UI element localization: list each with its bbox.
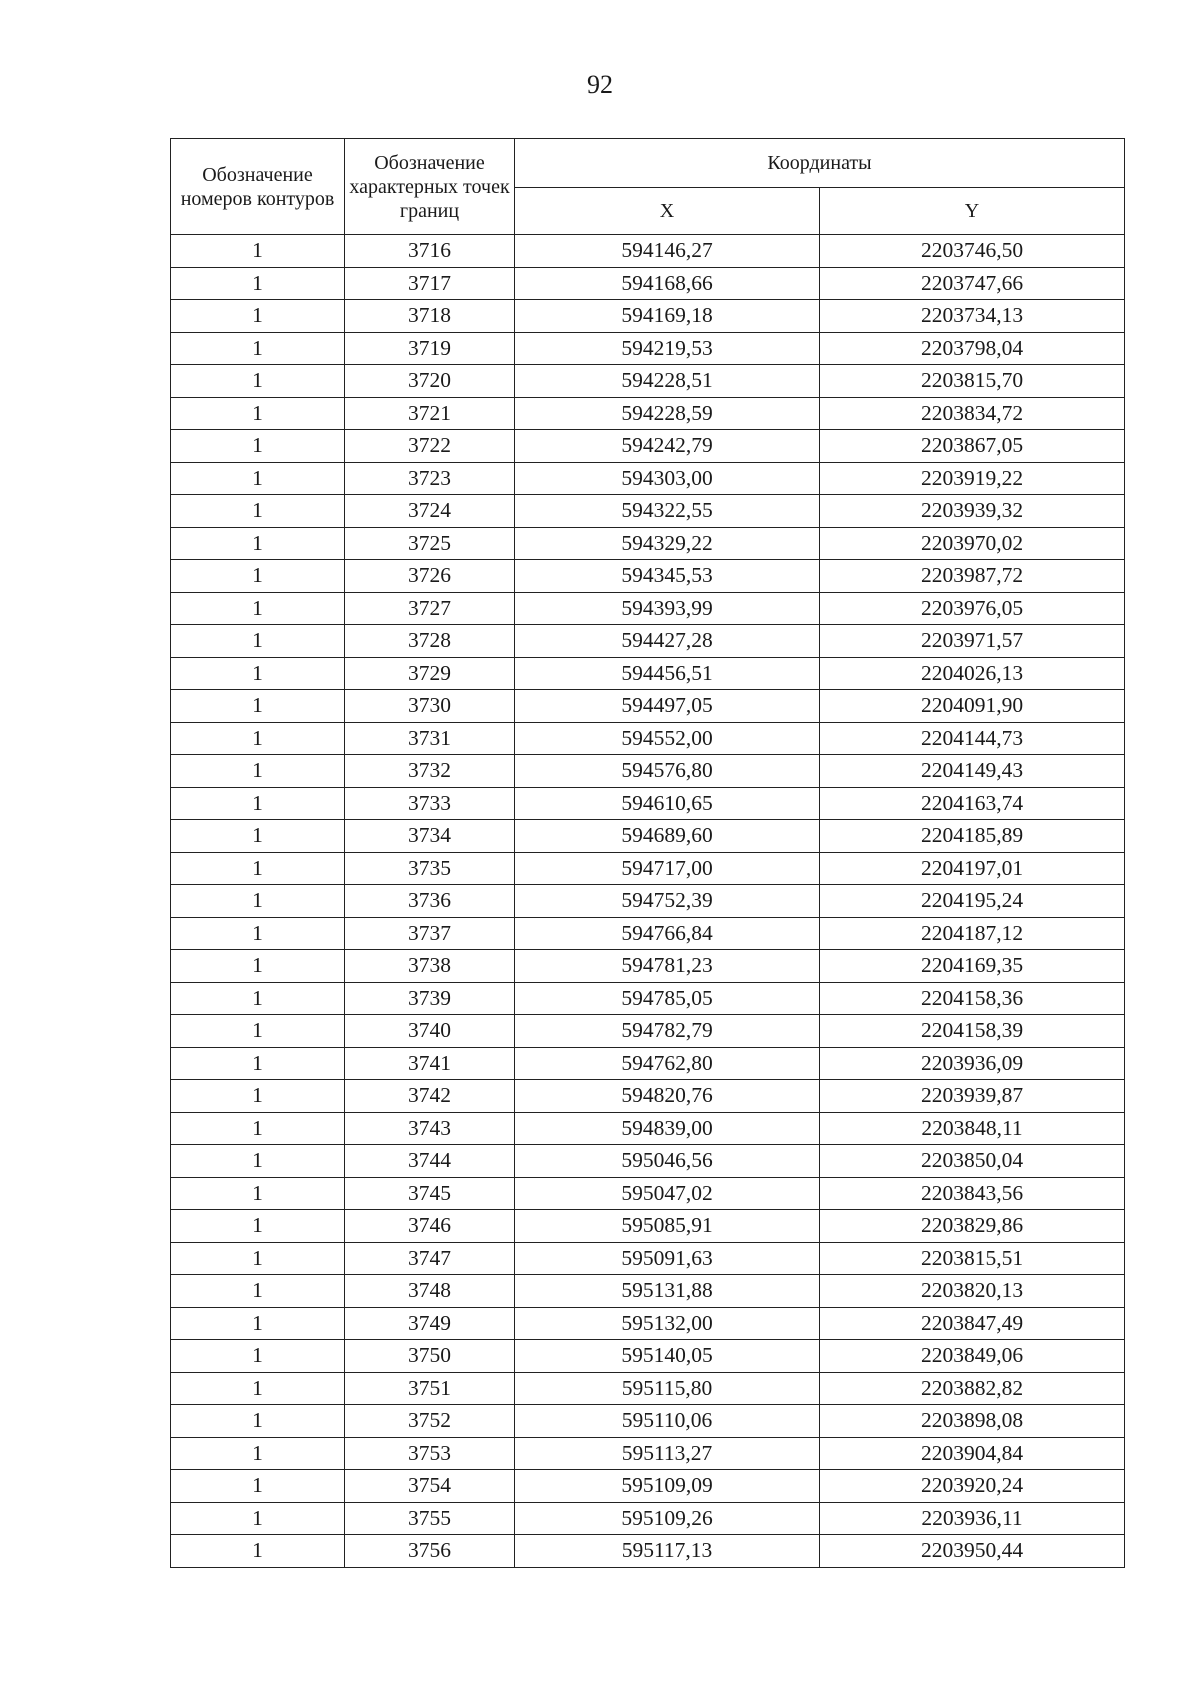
cell-y-coordinate: 2203976,05 bbox=[820, 592, 1125, 625]
cell-y-coordinate: 2203898,08 bbox=[820, 1405, 1125, 1438]
cell-contour-number: 1 bbox=[171, 1177, 345, 1210]
cell-y-coordinate: 2203920,24 bbox=[820, 1470, 1125, 1503]
cell-contour-number: 1 bbox=[171, 1470, 345, 1503]
cell-contour-number: 1 bbox=[171, 1437, 345, 1470]
cell-y-coordinate: 2204187,12 bbox=[820, 917, 1125, 950]
cell-y-coordinate: 2203919,22 bbox=[820, 462, 1125, 495]
header-x: X bbox=[515, 188, 820, 235]
cell-x-coordinate: 595115,80 bbox=[515, 1372, 820, 1405]
cell-x-coordinate: 594228,51 bbox=[515, 365, 820, 398]
cell-y-coordinate: 2203939,87 bbox=[820, 1080, 1125, 1113]
table-row bbox=[171, 1340, 1125, 1373]
cell-x-coordinate: 594228,59 bbox=[515, 397, 820, 430]
cell-point-number: 3747 bbox=[345, 1242, 515, 1275]
cell-x-coordinate: 594782,79 bbox=[515, 1015, 820, 1048]
cell-y-coordinate: 2203798,04 bbox=[820, 332, 1125, 365]
cell-contour-number: 1 bbox=[171, 885, 345, 918]
cell-y-coordinate: 2203834,72 bbox=[820, 397, 1125, 430]
cell-x-coordinate: 594242,79 bbox=[515, 430, 820, 463]
cell-point-number: 3721 bbox=[345, 397, 515, 430]
page-number: 92 bbox=[587, 70, 613, 99]
table-row bbox=[171, 950, 1125, 983]
table-row bbox=[171, 267, 1125, 300]
cell-y-coordinate: 2203847,49 bbox=[820, 1307, 1125, 1340]
table-row bbox=[171, 495, 1125, 528]
cell-x-coordinate: 594689,60 bbox=[515, 820, 820, 853]
table-row bbox=[171, 1242, 1125, 1275]
cell-contour-number: 1 bbox=[171, 690, 345, 723]
cell-x-coordinate: 595110,06 bbox=[515, 1405, 820, 1438]
cell-x-coordinate: 594752,39 bbox=[515, 885, 820, 918]
cell-point-number: 3743 bbox=[345, 1112, 515, 1145]
table-body bbox=[171, 235, 1125, 1568]
cell-contour-number: 1 bbox=[171, 722, 345, 755]
cell-y-coordinate: 2203936,09 bbox=[820, 1047, 1125, 1080]
cell-point-number: 3726 bbox=[345, 560, 515, 593]
cell-x-coordinate: 595131,88 bbox=[515, 1275, 820, 1308]
cell-point-number: 3744 bbox=[345, 1145, 515, 1178]
cell-y-coordinate: 2203970,02 bbox=[820, 527, 1125, 560]
cell-x-coordinate: 595113,27 bbox=[515, 1437, 820, 1470]
table-row bbox=[171, 690, 1125, 723]
table-row bbox=[171, 365, 1125, 398]
header-coordinates: Координаты bbox=[515, 139, 1125, 188]
cell-point-number: 3742 bbox=[345, 1080, 515, 1113]
cell-x-coordinate: 594169,18 bbox=[515, 300, 820, 333]
cell-contour-number: 1 bbox=[171, 1340, 345, 1373]
table-row bbox=[171, 885, 1125, 918]
cell-y-coordinate: 2203815,51 bbox=[820, 1242, 1125, 1275]
cell-contour-number: 1 bbox=[171, 1372, 345, 1405]
cell-contour-number: 1 bbox=[171, 755, 345, 788]
cell-point-number: 3741 bbox=[345, 1047, 515, 1080]
cell-point-number: 3735 bbox=[345, 852, 515, 885]
cell-x-coordinate: 594329,22 bbox=[515, 527, 820, 560]
table-row bbox=[171, 852, 1125, 885]
cell-x-coordinate: 594717,00 bbox=[515, 852, 820, 885]
cell-y-coordinate: 2203950,44 bbox=[820, 1535, 1125, 1568]
cell-point-number: 3738 bbox=[345, 950, 515, 983]
header-contour-numbers: Обозначение номеров контуров bbox=[171, 139, 345, 235]
cell-contour-number: 1 bbox=[171, 1047, 345, 1080]
cell-point-number: 3746 bbox=[345, 1210, 515, 1243]
cell-x-coordinate: 595117,13 bbox=[515, 1535, 820, 1568]
cell-point-number: 3749 bbox=[345, 1307, 515, 1340]
cell-point-number: 3752 bbox=[345, 1405, 515, 1438]
cell-contour-number: 1 bbox=[171, 527, 345, 560]
cell-point-number: 3754 bbox=[345, 1470, 515, 1503]
cell-y-coordinate: 2203867,05 bbox=[820, 430, 1125, 463]
cell-point-number: 3724 bbox=[345, 495, 515, 528]
cell-y-coordinate: 2204197,01 bbox=[820, 852, 1125, 885]
header-row-top bbox=[171, 139, 1125, 188]
table-row bbox=[171, 462, 1125, 495]
cell-contour-number: 1 bbox=[171, 1535, 345, 1568]
cell-y-coordinate: 2204169,35 bbox=[820, 950, 1125, 983]
header-boundary-points: Обозначение характерных точек границ bbox=[345, 139, 515, 235]
cell-y-coordinate: 2204185,89 bbox=[820, 820, 1125, 853]
table-row bbox=[171, 657, 1125, 690]
cell-y-coordinate: 2203849,06 bbox=[820, 1340, 1125, 1373]
cell-contour-number: 1 bbox=[171, 1210, 345, 1243]
cell-y-coordinate: 2203820,13 bbox=[820, 1275, 1125, 1308]
table-row bbox=[171, 1502, 1125, 1535]
table-row bbox=[171, 1535, 1125, 1568]
cell-x-coordinate: 595140,05 bbox=[515, 1340, 820, 1373]
cell-point-number: 3731 bbox=[345, 722, 515, 755]
cell-point-number: 3722 bbox=[345, 430, 515, 463]
table-row bbox=[171, 560, 1125, 593]
table-row bbox=[171, 527, 1125, 560]
cell-point-number: 3756 bbox=[345, 1535, 515, 1568]
table-row bbox=[171, 592, 1125, 625]
cell-x-coordinate: 594820,76 bbox=[515, 1080, 820, 1113]
cell-y-coordinate: 2203939,32 bbox=[820, 495, 1125, 528]
cell-contour-number: 1 bbox=[171, 787, 345, 820]
table-row bbox=[171, 1470, 1125, 1503]
cell-y-coordinate: 2203850,04 bbox=[820, 1145, 1125, 1178]
cell-contour-number: 1 bbox=[171, 495, 345, 528]
cell-contour-number: 1 bbox=[171, 267, 345, 300]
cell-contour-number: 1 bbox=[171, 982, 345, 1015]
cell-y-coordinate: 2203904,84 bbox=[820, 1437, 1125, 1470]
cell-contour-number: 1 bbox=[171, 1112, 345, 1145]
cell-point-number: 3740 bbox=[345, 1015, 515, 1048]
table-row bbox=[171, 1372, 1125, 1405]
cell-point-number: 3717 bbox=[345, 267, 515, 300]
cell-contour-number: 1 bbox=[171, 300, 345, 333]
cell-x-coordinate: 594146,27 bbox=[515, 235, 820, 268]
cell-y-coordinate: 2203971,57 bbox=[820, 625, 1125, 658]
cell-x-coordinate: 594552,00 bbox=[515, 722, 820, 755]
table-row bbox=[171, 1437, 1125, 1470]
table-row bbox=[171, 982, 1125, 1015]
cell-x-coordinate: 595047,02 bbox=[515, 1177, 820, 1210]
table-row bbox=[171, 332, 1125, 365]
cell-point-number: 3728 bbox=[345, 625, 515, 658]
cell-y-coordinate: 2203987,72 bbox=[820, 560, 1125, 593]
cell-x-coordinate: 594766,84 bbox=[515, 917, 820, 950]
table-row bbox=[171, 430, 1125, 463]
cell-point-number: 3727 bbox=[345, 592, 515, 625]
cell-x-coordinate: 594168,66 bbox=[515, 267, 820, 300]
cell-y-coordinate: 2203843,56 bbox=[820, 1177, 1125, 1210]
table-row bbox=[171, 235, 1125, 268]
cell-y-coordinate: 2203815,70 bbox=[820, 365, 1125, 398]
cell-x-coordinate: 595109,09 bbox=[515, 1470, 820, 1503]
cell-contour-number: 1 bbox=[171, 560, 345, 593]
table-row bbox=[171, 787, 1125, 820]
cell-y-coordinate: 2203734,13 bbox=[820, 300, 1125, 333]
cell-point-number: 3720 bbox=[345, 365, 515, 398]
cell-y-coordinate: 2204026,13 bbox=[820, 657, 1125, 690]
cell-contour-number: 1 bbox=[171, 462, 345, 495]
header-y: Y bbox=[820, 188, 1125, 235]
cell-y-coordinate: 2204195,24 bbox=[820, 885, 1125, 918]
table-row bbox=[171, 625, 1125, 658]
table-row bbox=[171, 1015, 1125, 1048]
table-row bbox=[171, 1275, 1125, 1308]
cell-contour-number: 1 bbox=[171, 820, 345, 853]
table-row bbox=[171, 1047, 1125, 1080]
cell-contour-number: 1 bbox=[171, 1502, 345, 1535]
cell-contour-number: 1 bbox=[171, 1307, 345, 1340]
cell-contour-number: 1 bbox=[171, 1405, 345, 1438]
cell-y-coordinate: 2203829,86 bbox=[820, 1210, 1125, 1243]
cell-x-coordinate: 594781,23 bbox=[515, 950, 820, 983]
cell-contour-number: 1 bbox=[171, 235, 345, 268]
cell-x-coordinate: 594576,80 bbox=[515, 755, 820, 788]
table-row bbox=[171, 917, 1125, 950]
cell-contour-number: 1 bbox=[171, 592, 345, 625]
cell-contour-number: 1 bbox=[171, 1080, 345, 1113]
table-row bbox=[171, 755, 1125, 788]
cell-contour-number: 1 bbox=[171, 657, 345, 690]
cell-contour-number: 1 bbox=[171, 365, 345, 398]
cell-x-coordinate: 595085,91 bbox=[515, 1210, 820, 1243]
cell-x-coordinate: 594610,65 bbox=[515, 787, 820, 820]
cell-y-coordinate: 2204163,74 bbox=[820, 787, 1125, 820]
cell-point-number: 3716 bbox=[345, 235, 515, 268]
cell-point-number: 3733 bbox=[345, 787, 515, 820]
cell-point-number: 3737 bbox=[345, 917, 515, 950]
cell-contour-number: 1 bbox=[171, 1015, 345, 1048]
cell-x-coordinate: 594839,00 bbox=[515, 1112, 820, 1145]
cell-point-number: 3755 bbox=[345, 1502, 515, 1535]
cell-contour-number: 1 bbox=[171, 950, 345, 983]
cell-contour-number: 1 bbox=[171, 1145, 345, 1178]
cell-y-coordinate: 2204091,90 bbox=[820, 690, 1125, 723]
cell-contour-number: 1 bbox=[171, 332, 345, 365]
table-row bbox=[171, 1210, 1125, 1243]
cell-point-number: 3753 bbox=[345, 1437, 515, 1470]
cell-x-coordinate: 594393,99 bbox=[515, 592, 820, 625]
cell-x-coordinate: 594456,51 bbox=[515, 657, 820, 690]
cell-x-coordinate: 594322,55 bbox=[515, 495, 820, 528]
cell-point-number: 3729 bbox=[345, 657, 515, 690]
cell-x-coordinate: 594785,05 bbox=[515, 982, 820, 1015]
table-row bbox=[171, 300, 1125, 333]
cell-y-coordinate: 2203936,11 bbox=[820, 1502, 1125, 1535]
cell-x-coordinate: 594303,00 bbox=[515, 462, 820, 495]
table-row bbox=[171, 1307, 1125, 1340]
cell-point-number: 3734 bbox=[345, 820, 515, 853]
cell-point-number: 3725 bbox=[345, 527, 515, 560]
cell-x-coordinate: 594762,80 bbox=[515, 1047, 820, 1080]
cell-contour-number: 1 bbox=[171, 1275, 345, 1308]
cell-point-number: 3750 bbox=[345, 1340, 515, 1373]
cell-contour-number: 1 bbox=[171, 397, 345, 430]
cell-y-coordinate: 2204149,43 bbox=[820, 755, 1125, 788]
cell-contour-number: 1 bbox=[171, 625, 345, 658]
table-row bbox=[171, 722, 1125, 755]
cell-point-number: 3751 bbox=[345, 1372, 515, 1405]
table-row bbox=[171, 820, 1125, 853]
coordinates-table bbox=[170, 138, 1125, 1568]
cell-point-number: 3748 bbox=[345, 1275, 515, 1308]
cell-y-coordinate: 2204144,73 bbox=[820, 722, 1125, 755]
cell-point-number: 3739 bbox=[345, 982, 515, 1015]
cell-point-number: 3730 bbox=[345, 690, 515, 723]
cell-point-number: 3718 bbox=[345, 300, 515, 333]
table-row bbox=[171, 1112, 1125, 1145]
cell-contour-number: 1 bbox=[171, 430, 345, 463]
table-row bbox=[171, 1405, 1125, 1438]
cell-y-coordinate: 2204158,39 bbox=[820, 1015, 1125, 1048]
cell-point-number: 3732 bbox=[345, 755, 515, 788]
table-header bbox=[171, 139, 1125, 235]
cell-x-coordinate: 595109,26 bbox=[515, 1502, 820, 1535]
cell-x-coordinate: 595091,63 bbox=[515, 1242, 820, 1275]
cell-point-number: 3723 bbox=[345, 462, 515, 495]
cell-y-coordinate: 2203747,66 bbox=[820, 267, 1125, 300]
cell-y-coordinate: 2203746,50 bbox=[820, 235, 1125, 268]
cell-y-coordinate: 2204158,36 bbox=[820, 982, 1125, 1015]
cell-x-coordinate: 594219,53 bbox=[515, 332, 820, 365]
cell-point-number: 3719 bbox=[345, 332, 515, 365]
table-row bbox=[171, 1080, 1125, 1113]
table-row bbox=[171, 397, 1125, 430]
cell-x-coordinate: 594427,28 bbox=[515, 625, 820, 658]
cell-x-coordinate: 595132,00 bbox=[515, 1307, 820, 1340]
cell-contour-number: 1 bbox=[171, 917, 345, 950]
cell-y-coordinate: 2203882,82 bbox=[820, 1372, 1125, 1405]
cell-x-coordinate: 594497,05 bbox=[515, 690, 820, 723]
cell-point-number: 3745 bbox=[345, 1177, 515, 1210]
table-row bbox=[171, 1145, 1125, 1178]
cell-x-coordinate: 594345,53 bbox=[515, 560, 820, 593]
cell-y-coordinate: 2203848,11 bbox=[820, 1112, 1125, 1145]
cell-x-coordinate: 595046,56 bbox=[515, 1145, 820, 1178]
cell-contour-number: 1 bbox=[171, 1242, 345, 1275]
cell-point-number: 3736 bbox=[345, 885, 515, 918]
cell-contour-number: 1 bbox=[171, 852, 345, 885]
table-row bbox=[171, 1177, 1125, 1210]
